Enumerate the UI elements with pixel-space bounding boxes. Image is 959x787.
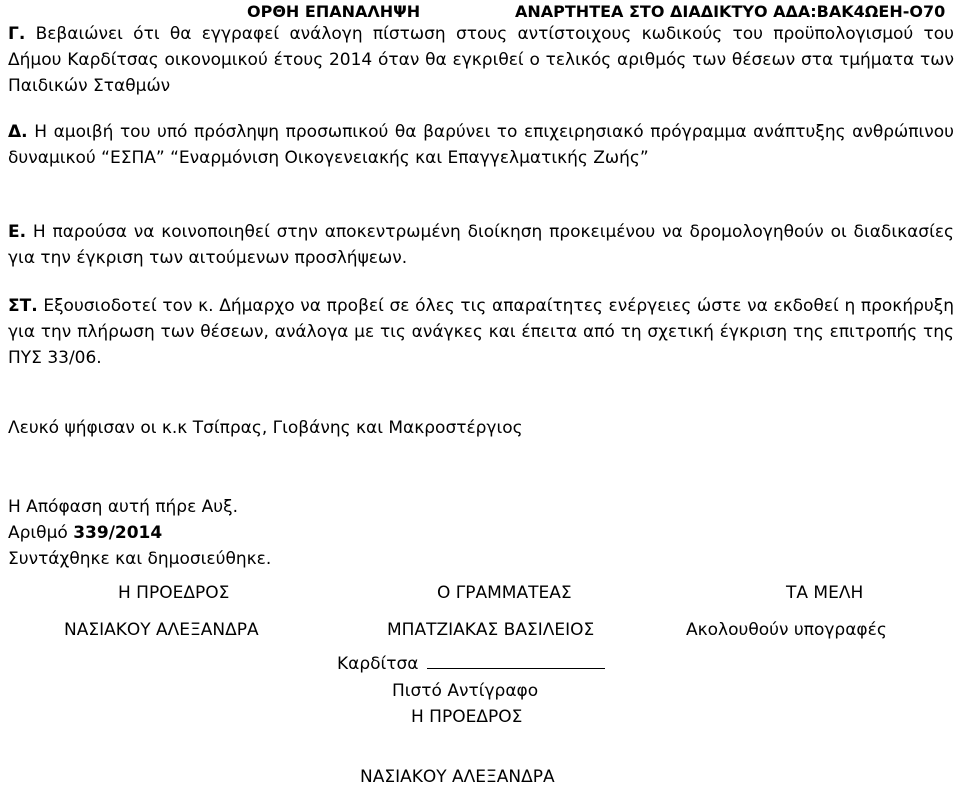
paragraph-st	[8, 293, 954, 371]
paragraph-e	[8, 219, 954, 271]
paragraph-g	[8, 21, 954, 99]
signature-name-secretary: ΜΠΑΤΖΙΑΚΑΣ ΒΑΣΙΛΕΙΟΣ	[387, 620, 595, 640]
paragraph-text: Βεβαιώνει ότι θα εγγραφεί ανάλογη πίστωση στους αντίστοιχους κωδικούς του προϋπολογισμού του Δήμου Καρδίτσας οικονομικού έτους 2014 όταν θα εγκριθεί ο τελικός αριθμός των θέσεων στα τμήματα των Παιδικών Σταθμών	[8, 24, 955, 96]
header-ada-label: ΑΝΑΡΤΗΤΕΑ ΣΤΟ ΔΙΑΔΙΚΤΥΟ ΑΔΑ:ΒΑΚ4ΩΕΗ-Ο70	[515, 2, 946, 21]
signature-title-president: Η ΠΡΟΕΔΡΟΣ	[118, 583, 230, 603]
paragraph-d	[8, 119, 954, 171]
paragraph-label: Γ.	[8, 24, 26, 44]
signature-title-secretary: Ο ΓΡΑΜΜΑΤΕΑΣ	[437, 583, 572, 603]
paragraph-text: Εξουσιοδοτεί τον κ. Δήμαρχο να προβεί σε όλες τις απαραίτητες ενέργειες ώστε να εκδοθεί η προκήρυξη για την πλήρωση των θέσεων, ανάλογα με τις ανάγκες και έπειτα από τη σχετική έγκριση της επιτροπής της ΠΥΣ 33/06.	[8, 296, 954, 368]
signature-title-members: ΤΑ ΜΕΛΗ	[786, 583, 864, 603]
decision-line: Η Απόφαση αυτή πήρε Αυξ.	[8, 497, 239, 517]
signature-name-president: ΝΑΣΙΑΚΟΥ ΑΛΕΞΑΝΔΡΑ	[64, 620, 259, 640]
paragraph-label: Δ.	[8, 122, 28, 142]
drafted-line: Συντάχθηκε και δημοσιεύθηκε.	[8, 549, 272, 569]
certification-name: ΝΑΣΙΑΚΟΥ ΑΛΕΞΑΝΔΡΑ	[360, 767, 555, 787]
decision-number: 339/2014	[73, 523, 163, 543]
true-copy-label: Πιστό Αντίγραφο	[392, 681, 539, 701]
place-line	[337, 654, 605, 674]
page-header	[0, 0, 959, 22]
certification-title: Η ΠΡΟΕΔΡΟΣ	[411, 707, 523, 727]
votes-line: Λευκό ψήφισαν οι κ.κ Τσίπρας, Γιοβάνης και Μακροστέργιος	[8, 418, 523, 438]
decision-number-label: Αριθμό	[8, 523, 68, 543]
decision-number-line	[8, 523, 162, 543]
place-label: Καρδίτσα	[337, 654, 419, 674]
paragraph-text: Η αμοιβή του υπό πρόσληψη προσωπικού θα βαρύνει το επιχειρησιακό πρόγραμμα ανάπτυξης ανθρώπινου δυναμικού “ΕΣΠΑ” “Εναρμόνιση Οικογενειακής και Επαγγελματικής Ζωής”	[8, 122, 954, 168]
date-blank-line	[427, 654, 605, 669]
paragraph-text: Η παρούσα να κοινοποιηθεί στην αποκεντρωμένη διοίκηση προκειμένου να δρομολογηθούν οι διαδικασίες για την έγκριση των αιτούμενων προσλήψεων.	[8, 222, 954, 268]
paragraph-label: ΣΤ.	[8, 296, 38, 316]
paragraph-label: Ε.	[8, 222, 27, 242]
header-correction-label: ΟΡΘΗ ΕΠΑΝΑΛΗΨΗ	[247, 2, 421, 21]
signature-name-members: Ακολουθούν υπογραφές	[686, 620, 887, 640]
